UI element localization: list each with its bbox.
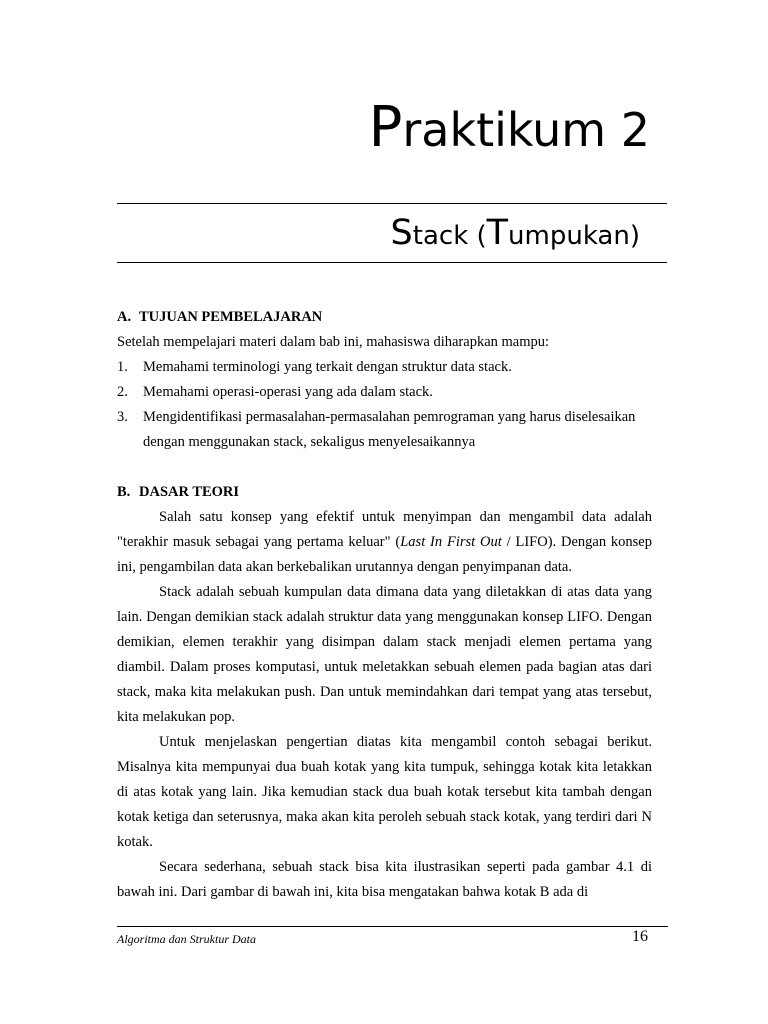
- list-item-number: 1.: [117, 359, 128, 375]
- list-item: [117, 405, 652, 455]
- paragraph-lifo-italic: Last In First Out: [400, 534, 502, 550]
- footer-divider: [117, 926, 668, 927]
- page-number: 16: [632, 928, 648, 945]
- paragraph-illustration: Secara sederhana, sebuah stack bisa kita ilustrasikan seperti pada gambar 4.1 di bawah ini. Dari gambar di bawah ini, kita bisa mengatakan bahwa kotak B ada di: [117, 859, 652, 900]
- subtitle-part1: tack (: [412, 221, 487, 251]
- subtitle-initial-s: S: [390, 213, 413, 253]
- list-item-number: 2.: [117, 384, 128, 400]
- list-item: [117, 355, 652, 380]
- list-item-text: Memahami terminologi yang terkait dengan struktur data stack.: [143, 359, 512, 375]
- section-a-letter: A.: [117, 309, 132, 325]
- paragraph-lifo: [117, 505, 652, 580]
- chapter-title-initial: P: [368, 95, 403, 160]
- section-b-heading: [117, 480, 652, 505]
- chapter-title: [368, 95, 650, 160]
- paragraph-box-example: Untuk menjelaskan pengertian diatas kita mengambil contoh sebagai berikut. Misalnya kita mempunyai dua buah kotak yang kita tumpuk, sehingga kotak kita letakkan di atas kotak yang lain. Jika kemudian stack dua buah kotak tersebut kita tambah dengan kotak ketiga dan seterusnya, maka akan kita peroleh sebuah stack kotak, yang terdiri dari N kotak.: [117, 734, 652, 850]
- title-divider-bottom: [117, 262, 667, 263]
- list-item: [117, 380, 652, 405]
- chapter-title-rest: raktikum 2: [402, 103, 650, 157]
- section-a-heading: [117, 305, 652, 330]
- section-b-letter: B.: [117, 484, 131, 500]
- paragraph-lifo-part2: / LIFO). Dengan konsep ini, pengambilan data akan berkebalikan urutannya dengan penyimpanan data.: [117, 534, 652, 575]
- subtitle-initial-t: T: [486, 213, 509, 253]
- paragraph-lifo-part1: Salah satu konsep yang efektif untuk menyimpan dan mengambil data adalah "terakhir masuk sebagai yang pertama keluar" (: [117, 509, 652, 550]
- section-b-title: DASAR TEORI: [139, 484, 240, 500]
- list-item-number: 3.: [117, 409, 128, 425]
- paragraph-stack-definition: Stack adalah sebuah kumpulan data dimana data yang diletakkan di atas data yang lain. Dengan demikian stack adalah struktur data yang menggunakan konsep LIFO. Dengan demikian, elemen terakhir yang disimpan dalam stack menjadi elemen pertama yang diambil. Dalam proses komputasi, untuk meletakkan sebuah elemen pada bagian atas dari stack, maka kita melakukan push. Dan untuk memindahkan dari tempat yang atas tersebut, kita melakukan pop.: [117, 584, 652, 725]
- section-spacer: [117, 455, 652, 480]
- title-divider-top: [117, 203, 667, 204]
- objectives-list: [117, 355, 652, 455]
- chapter-subtitle: [391, 212, 640, 254]
- section-a-title: TUJUAN PEMBELAJARAN: [139, 309, 323, 325]
- list-item-text: Memahami operasi-operasi yang ada dalam stack.: [143, 384, 433, 400]
- body-content: [117, 305, 652, 905]
- footer-book-title: Algoritma dan Struktur Data: [117, 932, 257, 946]
- section-a-intro: Setelah mempelajari materi dalam bab ini, mahasiswa diharapkan mampu:: [117, 334, 550, 350]
- subtitle-part2: umpukan): [508, 221, 640, 251]
- list-item-text: Mengidentifikasi permasalahan-permasalahan pemrograman yang harus diselesaikan dengan menggunakan stack, sekaligus menyelesaikannya: [143, 409, 636, 450]
